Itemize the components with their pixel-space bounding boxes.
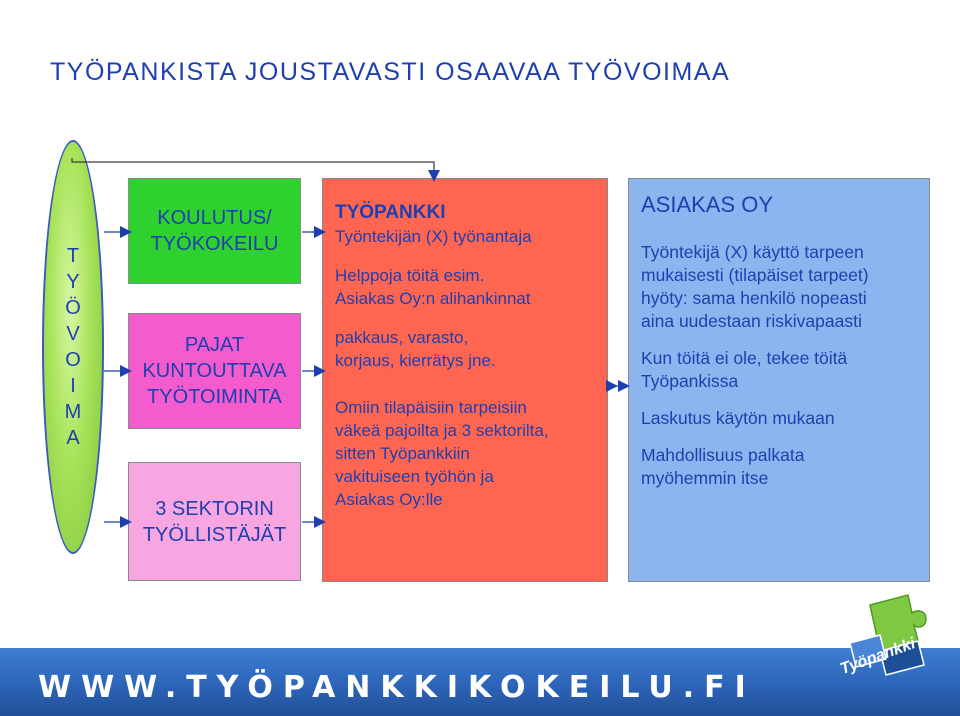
asiakas-text-line: Kun töitä ei ole, tekee töitä	[641, 348, 848, 368]
asiakas-heading: ASIAKAS OY	[641, 192, 774, 217]
tyopankki-text-line: väkeä pajoilta ja 3 sektorilta,	[335, 421, 549, 440]
tyopankki-text-line: sitten Työpankkiin	[335, 444, 470, 463]
asiakas-text-line: hyöty: sama henkilö nopeasti	[641, 288, 867, 308]
box-line: KUNTOUTTAVA	[142, 360, 287, 382]
box-line: KOULUTUS/	[157, 207, 272, 229]
footer-url[interactable]: WWW.TYÖPANKKIKOKEILU.FI	[38, 670, 756, 705]
tyopankki-text-line: Helppoja töitä esim.	[335, 266, 485, 285]
ellipse-letter: A	[66, 427, 80, 449]
box-line: TYÖLLISTÄJÄT	[142, 523, 287, 546]
ellipse-letter: T	[66, 245, 80, 267]
sektori-box	[128, 462, 301, 581]
tyopankki-box	[322, 178, 608, 582]
box-line: 3 SEKTORIN	[155, 497, 274, 520]
asiakas-text-line: aina uudestaan riskivapaasti	[641, 311, 862, 331]
tyopankki-heading: TYÖPANKKI	[335, 202, 446, 223]
box-line: TYÖTOIMINTA	[147, 386, 282, 408]
tyopankki-subheading: Työntekijän (X) työnantaja	[335, 227, 532, 246]
page-title: TYÖPANKISTA JOUSTAVASTI OSAAVAA TYÖVOIMAA	[50, 58, 731, 86]
tyopankki-text-line: korjaus, kierrätys jne.	[335, 351, 496, 370]
ellipse-letter: Ö	[65, 297, 81, 319]
ellipse-letter: M	[64, 401, 82, 423]
tyopankki-text-line: pakkaus, varasto,	[335, 328, 469, 347]
box-line: PAJAT	[184, 334, 245, 356]
ellipse-letter: O	[65, 349, 81, 371]
tyopankki-text-line: Asiakas Oy:lle	[335, 490, 443, 509]
tyovoima-ellipse	[42, 140, 104, 554]
ellipse-letter: Y	[66, 271, 80, 293]
ellipse-letter: V	[66, 323, 80, 345]
asiakas-text-line: Mahdollisuus palkata	[641, 445, 805, 465]
box-line: TYÖKOKEILU	[150, 233, 279, 255]
asiakas-text-line: Laskutus käytön mukaan	[641, 408, 835, 428]
asiakas-text-line: Työntekijä (X) käyttö tarpeen	[641, 242, 864, 262]
asiakas-text-line: Työpankissa	[641, 371, 739, 391]
footer-banner	[0, 648, 960, 716]
asiakas-box	[628, 178, 930, 582]
asiakas-text-line: myöhemmin itse	[641, 468, 769, 488]
logo-text: Työpankki	[838, 635, 918, 678]
puzzle-logo-icon	[820, 585, 960, 695]
tyopankki-text-line: vakituiseen työhön ja	[335, 467, 494, 486]
pajat-box	[128, 313, 301, 429]
top-connector-line	[72, 158, 434, 176]
ellipse-letter: I	[70, 375, 76, 397]
koulutus-box	[128, 178, 301, 284]
asiakas-text-line: mukaisesti (tilapäiset tarpeet)	[641, 265, 869, 285]
tyopankki-text-line: Omiin tilapäisiin tarpeisiin	[335, 398, 527, 417]
tyopankki-text-line: Asiakas Oy:n alihankinnat	[335, 289, 531, 308]
